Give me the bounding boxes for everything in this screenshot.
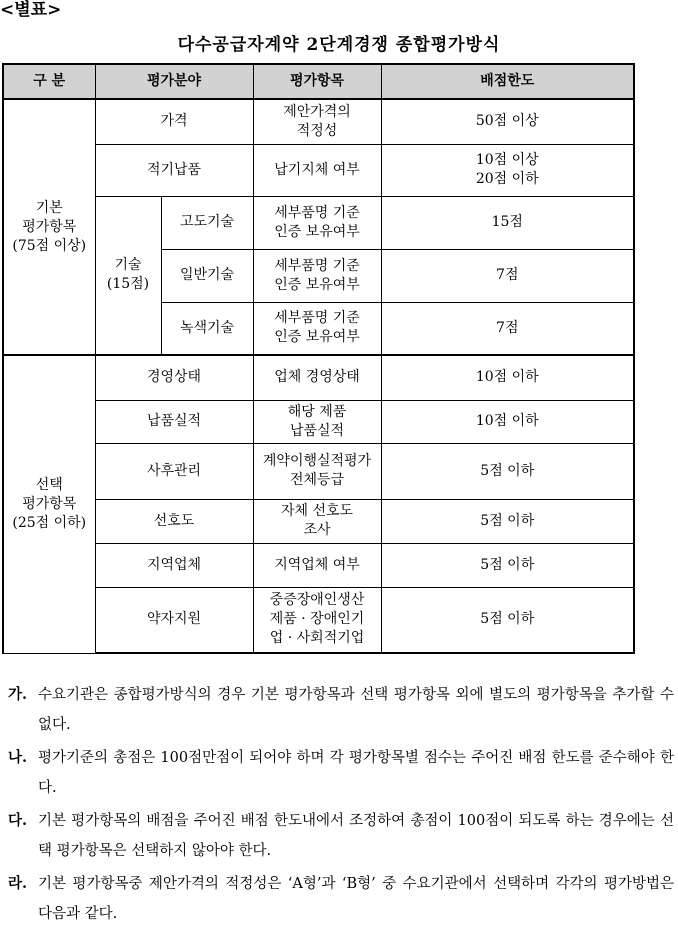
item-cell: 자체 선호도 조사 <box>253 499 381 543</box>
field-cell: 적기납품 <box>95 144 253 196</box>
field-cell: 지역업체 <box>95 543 253 587</box>
limit-cell: 5점 이하 <box>381 587 634 653</box>
field-cell: 약자지원 <box>95 587 253 653</box>
note-da <box>8 806 674 866</box>
limit-cell: 10점 이하 <box>381 400 634 443</box>
limit-cell: 5점 이하 <box>381 443 634 499</box>
note-marker: 다. <box>8 812 28 829</box>
document-title: 다수공급자계약 2단계경쟁 종합평가방식 <box>177 35 501 55</box>
field-cell: 납품실적 <box>95 400 253 443</box>
field-cell: 사후관리 <box>95 443 253 499</box>
table-row <box>3 543 634 587</box>
limit-cell: 5점 이하 <box>381 499 634 543</box>
header-field: 평가분야 <box>95 64 253 99</box>
table-row <box>3 443 634 499</box>
note-marker: 나. <box>8 749 28 766</box>
item-cell: 세부품명 기준 인증 보유여부 <box>253 302 381 355</box>
limit-cell: 15점 <box>381 196 634 249</box>
table-row <box>3 144 634 196</box>
evaluation-table <box>2 63 635 654</box>
field-cell: 가격 <box>95 99 253 144</box>
field-cell: 일반기술 <box>161 249 253 302</box>
header-category: 구 분 <box>3 64 95 99</box>
note-marker: 가. <box>8 686 28 703</box>
header-limit: 배점한도 <box>381 64 634 99</box>
group-basic: 기본 평가항목 (75점 이상) <box>3 99 95 355</box>
note-ra <box>8 869 674 929</box>
table-row <box>3 196 634 249</box>
field-cell: 경영상태 <box>95 355 253 400</box>
item-cell: 중증장애인생산 제품 · 장애인기 업 · 사회적기업 <box>253 587 381 653</box>
field-cell: 고도기술 <box>161 196 253 249</box>
note-text: 평가기준의 총점은 100점만점이 되어야 하며 각 평가항목별 점수는 주어진 배점 한도를 준수해야 한다. <box>38 750 674 796</box>
limit-cell: 50점 이상 <box>381 99 634 144</box>
appendix-tag: <별표> <box>0 0 62 20</box>
item-cell: 세부품명 기준 인증 보유여부 <box>253 249 381 302</box>
table-row <box>3 499 634 543</box>
item-cell: 납기지체 여부 <box>253 144 381 196</box>
note-marker: 라. <box>8 875 28 892</box>
table-row <box>3 355 634 400</box>
note-text: 수요기관은 종합평가방식의 경우 기본 평가항목과 선택 평가항목 외에 별도의 평가항목을 추가할 수 없다. <box>38 687 674 733</box>
note-na <box>8 743 674 803</box>
group-tech: 기술 (15점) <box>95 196 161 355</box>
limit-cell: 10점 이상 20점 이하 <box>381 144 634 196</box>
group-optional: 선택 평가항목 (25점 이하) <box>3 355 95 653</box>
item-cell: 계약이행실적평가 전체등급 <box>253 443 381 499</box>
field-cell: 선호도 <box>95 499 253 543</box>
limit-cell: 7점 <box>381 302 634 355</box>
item-cell: 해당 제품 납품실적 <box>253 400 381 443</box>
limit-cell: 5점 이하 <box>381 543 634 587</box>
field-cell: 녹색기술 <box>161 302 253 355</box>
header-item: 평가항목 <box>253 64 381 99</box>
table-row <box>3 99 634 144</box>
table-row <box>3 400 634 443</box>
item-cell: 세부품명 기준 인증 보유여부 <box>253 196 381 249</box>
table-row <box>3 587 634 653</box>
item-cell: 제안가격의 적정성 <box>253 99 381 144</box>
note-text: 기본 평가항목의 배점을 주어진 배점 한도내에서 조정하여 총점이 100점이 되도록 하는 경우에는 선택 평가항목은 선택하지 않아야 한다. <box>38 813 674 859</box>
item-cell: 업체 경영상태 <box>253 355 381 400</box>
limit-cell: 7점 <box>381 249 634 302</box>
item-cell: 지역업체 여부 <box>253 543 381 587</box>
notes-list <box>8 680 674 932</box>
table-header-row <box>3 64 634 99</box>
note-text: 기본 평가항목중 제안가격의 적정성은 ‘A형’과 ‘B형’ 중 수요기관에서 선택하며 각각의 평가방법은 다음과 같다. <box>38 876 674 922</box>
limit-cell: 10점 이하 <box>381 355 634 400</box>
note-ga <box>8 680 674 740</box>
